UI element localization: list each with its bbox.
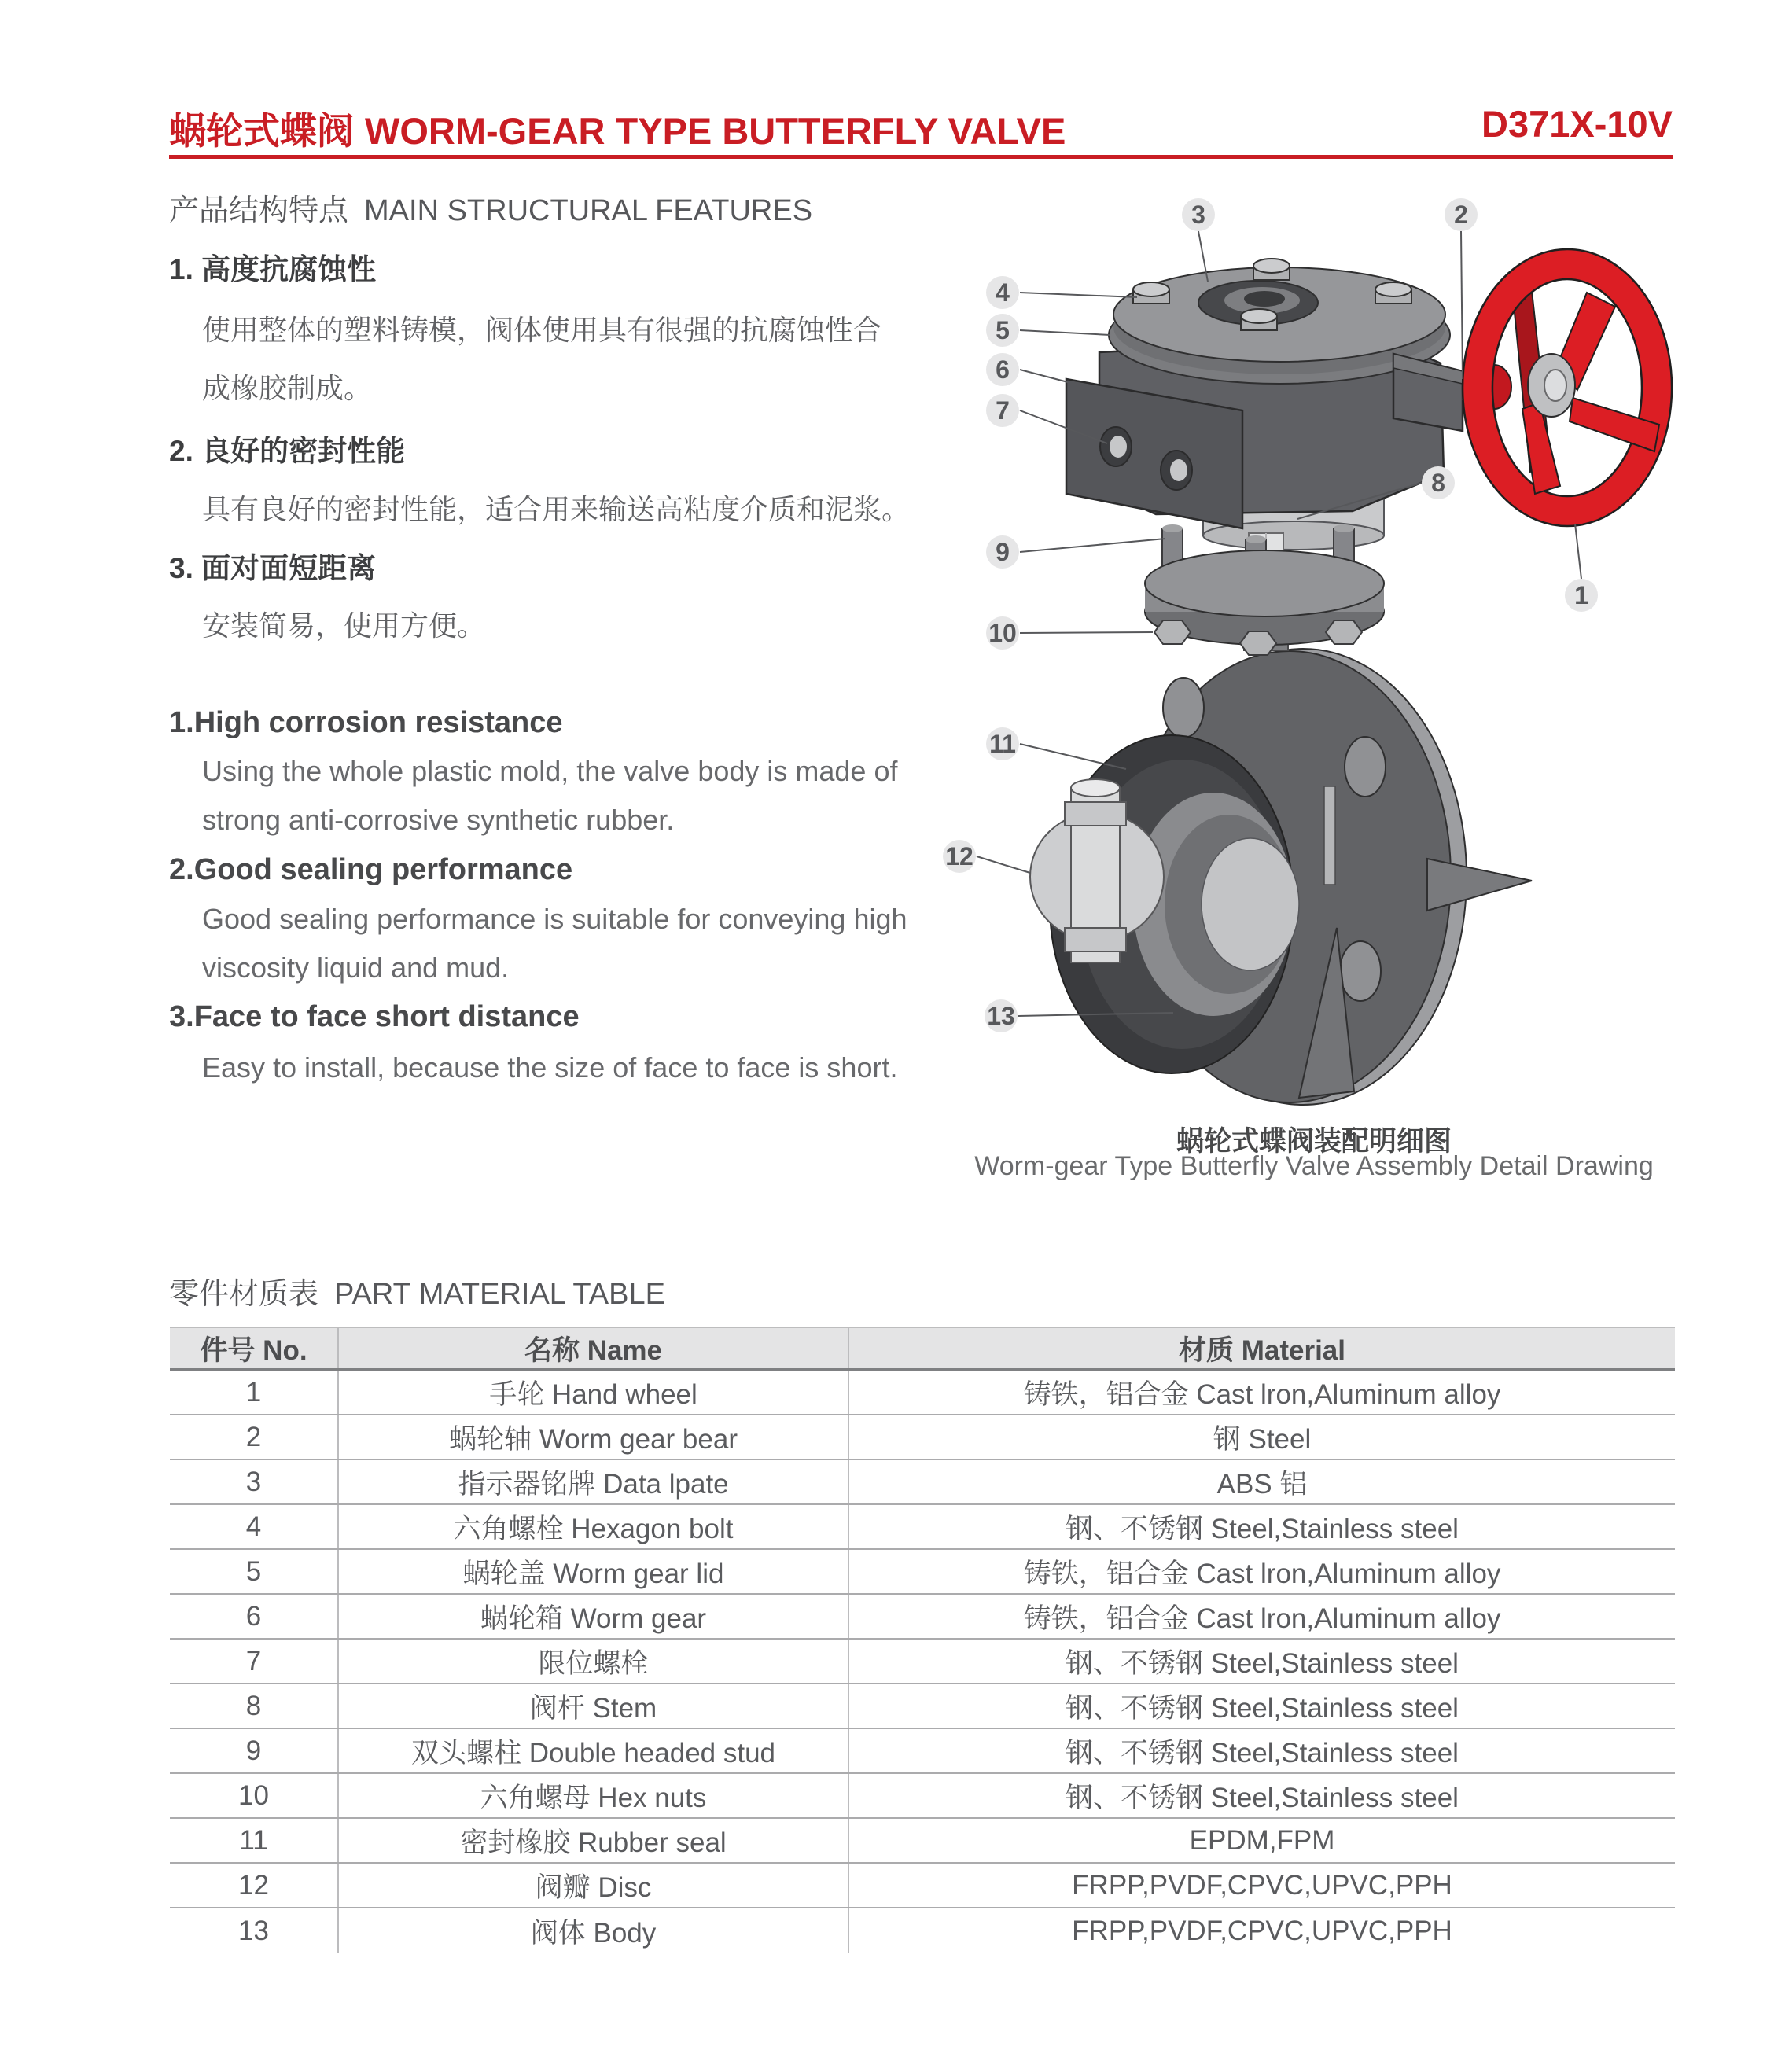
table-section-title	[169, 1269, 665, 1312]
cell-no: 13	[238, 1915, 269, 1946]
cell-material: 钢、不锈钢 Steel,Stainless steel	[848, 1684, 1675, 1728]
callout-2	[1445, 198, 1478, 231]
table-row	[170, 1819, 1675, 1864]
diagram-caption-en: Worm-gear Type Butterfly Valve Assembly Detail Drawing	[974, 1151, 1654, 1181]
feature-zh-1-body: 使用整体的塑料铸模，阀体使用具有很强的抗腐蚀性合	[202, 314, 882, 346]
svg-text:5: 5	[996, 316, 1010, 344]
table-row	[170, 1460, 1675, 1505]
column-header-material: 材质 Material	[848, 1328, 1675, 1368]
features-section-title-zh: 产品结构特点	[169, 194, 349, 227]
column-header-no: 件号 No.	[200, 1334, 307, 1366]
svg-text:6: 6	[996, 355, 1010, 384]
cell-name: 手轮 Hand wheel	[337, 1371, 848, 1414]
svg-text:9: 9	[996, 538, 1010, 566]
handwheel	[1463, 249, 1672, 526]
table-row	[170, 1774, 1675, 1819]
cell-material: ABS 铝	[848, 1460, 1675, 1503]
svg-text:11: 11	[989, 730, 1016, 758]
diagram-caption-zh: 蜗轮式蝶阀装配明细图	[1176, 1126, 1452, 1157]
feature-en-3-body: Easy to install, because the size of face to face is short.	[202, 1051, 898, 1084]
cell-name: 蜗轮箱 Worm gear	[337, 1595, 848, 1638]
svg-text:4: 4	[996, 278, 1010, 307]
table-row	[170, 1684, 1675, 1729]
table-body	[170, 1371, 1675, 1953]
callout-3	[1182, 198, 1215, 231]
svg-text:13: 13	[987, 1002, 1015, 1030]
feature-zh-1-body: 成橡胶制成。	[202, 372, 373, 404]
cell-material: FRPP,PVDF,CPVC,UPVC,PPH	[848, 1908, 1675, 1953]
cell-no: 12	[238, 1869, 269, 1901]
cell-material: EPDM,FPM	[848, 1819, 1675, 1862]
callout-8	[1422, 466, 1455, 499]
features-section-title	[169, 186, 812, 229]
cell-material: 钢、不锈钢 Steel,Stainless steel	[848, 1729, 1675, 1772]
callout-10	[986, 616, 1019, 650]
table-row	[170, 1371, 1675, 1415]
table-section-title-en: PART MATERIAL TABLE	[334, 1278, 665, 1311]
table-header-row	[170, 1327, 1675, 1371]
cell-no: 11	[239, 1824, 268, 1856]
cell-no: 1	[245, 1376, 262, 1408]
cell-material: 钢、不锈钢 Steel,Stainless steel	[848, 1505, 1675, 1548]
cell-name: 阀瓣 Disc	[337, 1864, 848, 1907]
cell-name: 限位螺栓	[337, 1640, 848, 1683]
svg-text:12: 12	[945, 842, 973, 870]
table-section-title-zh: 零件材质表	[169, 1278, 319, 1311]
feature-en-1-body: Using the whole plastic mold, the valve body is made of	[202, 755, 898, 787]
callout-12	[943, 840, 976, 873]
table-row	[170, 1640, 1675, 1684]
svg-text:10: 10	[988, 619, 1017, 647]
part-material-table	[170, 1327, 1675, 1953]
feature-zh-1-heading: 1. 高度抗腐蚀性	[169, 253, 377, 285]
column-header-name: 名称 Name	[337, 1328, 848, 1368]
features-section-title-en: MAIN STRUCTURAL FEATURES	[364, 194, 813, 227]
cell-no: 3	[245, 1466, 262, 1497]
table-row	[170, 1864, 1675, 1908]
callout-4	[986, 276, 1019, 309]
cell-no: 6	[245, 1600, 262, 1632]
valve-assembly-diagram	[912, 181, 1716, 1124]
callout-9	[986, 535, 1019, 569]
callout-7	[986, 394, 1019, 427]
cell-no: 10	[238, 1779, 269, 1811]
cell-name: 六角螺栓 Hexagon bolt	[337, 1505, 848, 1548]
cell-name: 双头螺柱 Double headed stud	[337, 1729, 848, 1772]
model-number: D371X-10V	[1481, 103, 1673, 145]
callout-6	[986, 353, 1019, 386]
callout-1	[1565, 579, 1598, 612]
cell-no: 8	[245, 1690, 262, 1721]
feature-zh-2-heading: 2. 良好的密封性能	[169, 435, 406, 467]
cell-material: FRPP,PVDF,CPVC,UPVC,PPH	[848, 1864, 1675, 1907]
cell-name: 六角螺母 Hex nuts	[337, 1774, 848, 1817]
cell-no: 9	[245, 1735, 262, 1766]
table-row	[170, 1729, 1675, 1774]
svg-text:2: 2	[1454, 201, 1468, 229]
cell-material: 钢、不锈钢 Steel,Stainless steel	[848, 1774, 1675, 1817]
feature-en-1-body: strong anti-corrosive synthetic rubber.	[202, 804, 675, 836]
table-row	[170, 1595, 1675, 1640]
cell-name: 蜗轮盖 Worm gear lid	[337, 1550, 848, 1593]
cell-name: 蜗轮轴 Worm gear bear	[337, 1415, 848, 1459]
feature-en-2-heading: 2.Good sealing performance	[169, 853, 573, 886]
cell-no: 2	[245, 1421, 262, 1452]
table-row	[170, 1505, 1675, 1550]
svg-text:8: 8	[1431, 469, 1445, 497]
feature-zh-2-body: 具有良好的密封性能，适合用来输送高粘度介质和泥浆。	[202, 493, 911, 525]
cell-material: 钢、不锈钢 Steel,Stainless steel	[848, 1640, 1675, 1683]
callout-5	[986, 314, 1019, 347]
cell-material: 钢 Steel	[848, 1415, 1675, 1459]
feature-en-2-body: viscosity liquid and mud.	[202, 951, 510, 984]
page-title-en: WORM-GEAR TYPE BUTTERFLY VALVE	[365, 110, 1066, 152]
cell-material: 铸铁，铝合金 Cast lron,Aluminum alloy	[848, 1550, 1675, 1593]
page-title-zh: 蜗轮式蝶阀	[169, 110, 354, 152]
cell-name: 密封橡胶 Rubber seal	[337, 1819, 848, 1862]
table-row	[170, 1908, 1675, 1953]
feature-zh-3-body: 安装简易，使用方便。	[202, 609, 486, 642]
cell-name: 阀杆 Stem	[337, 1684, 848, 1728]
svg-text:1: 1	[1574, 581, 1588, 609]
cell-material: 铸铁，铝合金 Cast lron,Aluminum alloy	[848, 1595, 1675, 1638]
cell-name: 阀体 Body	[337, 1908, 848, 1953]
callout-11	[986, 727, 1019, 760]
feature-en-1-heading: 1.High corrosion resistance	[169, 706, 563, 739]
cell-material: 铸铁，铝合金 Cast lron,Aluminum alloy	[848, 1371, 1675, 1414]
cell-no: 5	[245, 1555, 262, 1587]
cell-name: 指示器铭牌 Data lpate	[337, 1460, 848, 1503]
callout-13	[985, 999, 1018, 1032]
table-row	[170, 1415, 1675, 1460]
feature-en-3-heading: 3.Face to face short distance	[169, 1000, 580, 1033]
table-row	[170, 1550, 1675, 1595]
feature-en-2-body: Good sealing performance is suitable for conveying high	[202, 903, 907, 935]
feature-zh-3-heading: 3. 面对面短距离	[169, 552, 377, 584]
cell-no: 7	[245, 1645, 262, 1676]
svg-text:3: 3	[1191, 201, 1205, 229]
header-divider	[169, 155, 1673, 159]
page-title	[169, 102, 1066, 155]
cell-no: 4	[245, 1511, 262, 1542]
svg-text:7: 7	[996, 396, 1010, 425]
